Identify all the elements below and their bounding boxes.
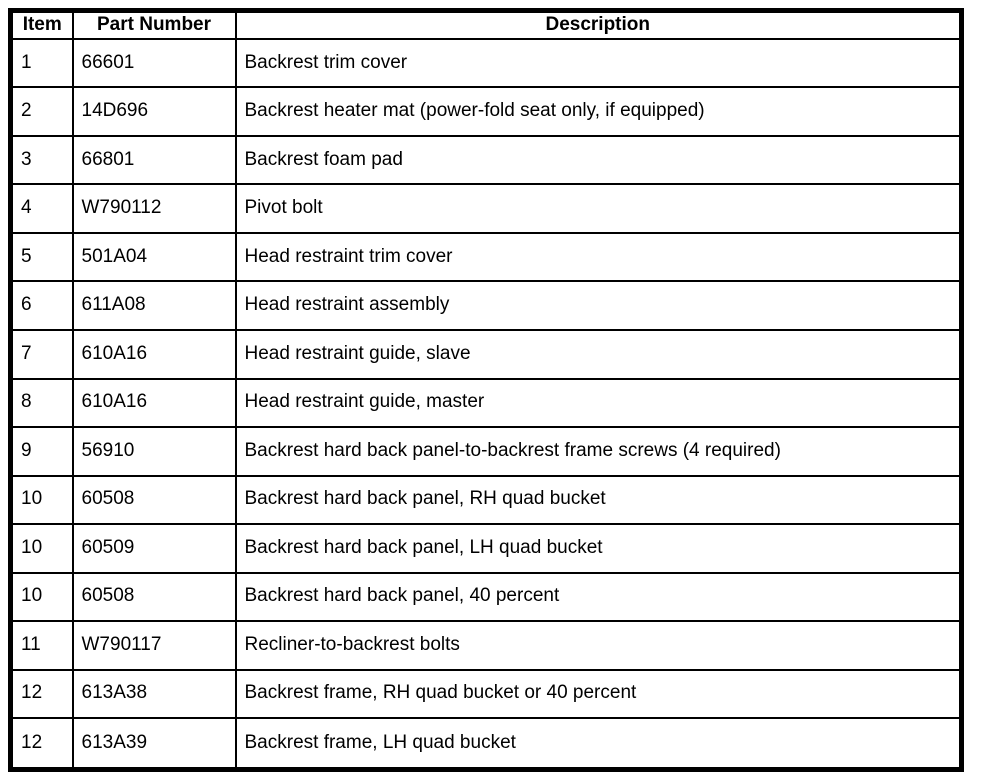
item-cell: 6	[11, 281, 73, 330]
item-cell: 5	[11, 233, 73, 282]
part-number-cell: 501A04	[73, 233, 236, 282]
item-cell: 9	[11, 427, 73, 476]
header-description: Description	[236, 11, 962, 39]
description-cell: Head restraint guide, master	[236, 379, 962, 428]
part-number-cell: 60509	[73, 524, 236, 573]
item-cell: 11	[11, 621, 73, 670]
item-cell: 2	[11, 87, 73, 136]
description-cell: Backrest hard back panel, 40 percent	[236, 573, 962, 622]
table-row	[11, 184, 962, 233]
part-number-cell: 66601	[73, 39, 236, 88]
table-row	[11, 379, 962, 428]
header-part-number: Part Number	[73, 11, 236, 39]
description-cell: Backrest hard back panel, LH quad bucket	[236, 524, 962, 573]
table-row	[11, 281, 962, 330]
part-number-cell: 611A08	[73, 281, 236, 330]
description-cell: Recliner-to-backrest bolts	[236, 621, 962, 670]
item-cell: 7	[11, 330, 73, 379]
part-number-cell: 60508	[73, 573, 236, 622]
table-row	[11, 87, 962, 136]
item-cell: 4	[11, 184, 73, 233]
part-number-cell: W790117	[73, 621, 236, 670]
item-cell: 12	[11, 670, 73, 719]
parts-table-header	[11, 11, 962, 39]
item-cell: 8	[11, 379, 73, 428]
part-number-cell: 610A16	[73, 330, 236, 379]
table-row	[11, 621, 962, 670]
part-number-cell: W790112	[73, 184, 236, 233]
description-cell: Backrest hard back panel, RH quad bucket	[236, 476, 962, 525]
item-cell: 10	[11, 524, 73, 573]
parts-table-body	[11, 39, 962, 770]
description-cell: Backrest heater mat (power-fold seat only, if equipped)	[236, 87, 962, 136]
part-number-cell: 610A16	[73, 379, 236, 428]
table-row	[11, 39, 962, 88]
table-row	[11, 476, 962, 525]
part-number-cell: 60508	[73, 476, 236, 525]
description-cell: Backrest frame, LH quad bucket	[236, 718, 962, 769]
table-row	[11, 670, 962, 719]
table-row	[11, 136, 962, 185]
description-cell: Backrest trim cover	[236, 39, 962, 88]
table-row	[11, 524, 962, 573]
table-row	[11, 233, 962, 282]
description-cell: Head restraint trim cover	[236, 233, 962, 282]
table-row	[11, 718, 962, 769]
item-cell: 12	[11, 718, 73, 769]
part-number-cell: 613A38	[73, 670, 236, 719]
header-item: Item	[11, 11, 73, 39]
item-cell: 10	[11, 573, 73, 622]
description-cell: Pivot bolt	[236, 184, 962, 233]
part-number-cell: 56910	[73, 427, 236, 476]
item-cell: 3	[11, 136, 73, 185]
parts-table	[8, 8, 964, 772]
description-cell: Head restraint guide, slave	[236, 330, 962, 379]
description-cell: Backrest hard back panel-to-backrest frame screws (4 required)	[236, 427, 962, 476]
description-cell: Backrest frame, RH quad bucket or 40 percent	[236, 670, 962, 719]
table-row	[11, 427, 962, 476]
table-row	[11, 573, 962, 622]
table-row	[11, 330, 962, 379]
part-number-cell: 613A39	[73, 718, 236, 769]
part-number-cell: 14D696	[73, 87, 236, 136]
item-cell: 10	[11, 476, 73, 525]
header-row	[11, 11, 962, 39]
description-cell: Backrest foam pad	[236, 136, 962, 185]
description-cell: Head restraint assembly	[236, 281, 962, 330]
part-number-cell: 66801	[73, 136, 236, 185]
item-cell: 1	[11, 39, 73, 88]
